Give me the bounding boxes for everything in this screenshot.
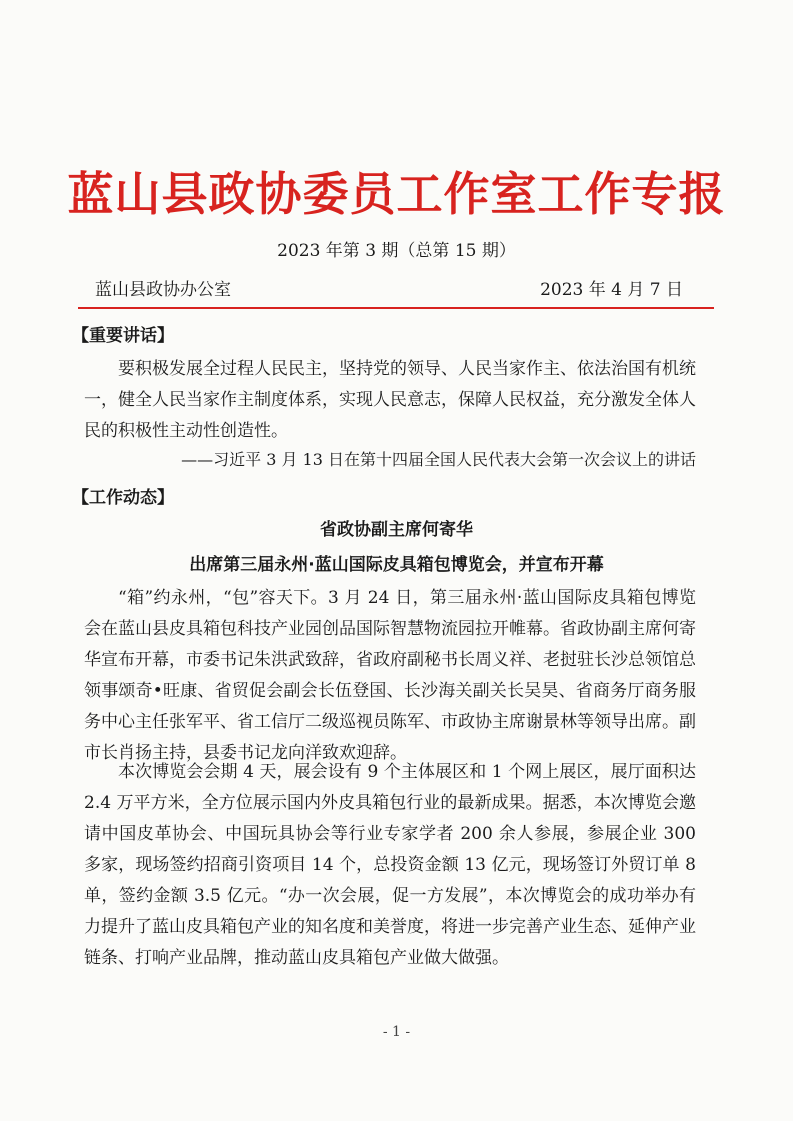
red-divider: [78, 307, 714, 309]
issuing-office: 蓝山县政协办公室: [95, 280, 231, 300]
page-number: - 1 -: [382, 1024, 411, 1040]
speech-paragraph: 要积极发展全过程人民民主，坚持党的领导、人民当家作主、依法治国有机统一，健全人民当家作主制度体系，实现人民意志，保障人民权益，充分激发全体人民的积极性主动性创造性。: [84, 359, 696, 441]
issue-number: 2023 年第 3 期（总第 15 期）: [277, 241, 516, 261]
news-headline-line2: 出席第三届永州·蓝山国际皮具箱包博览会，并宣布开幕: [189, 555, 604, 575]
news-headline-line1: 省政协副主席何寄华: [320, 520, 473, 540]
section-heading-speech: 【重要讲话】: [72, 326, 174, 346]
speech-source: ——习近平 3 月 13 日在第十四届全国人民代表大会第一次会议上的讲话: [181, 450, 696, 469]
masthead-title: 蓝山县政协委员工作室工作专报: [67, 167, 726, 221]
section-heading-news: 【工作动态】: [72, 488, 174, 508]
issue-date: 2023 年 4 月 7 日: [540, 280, 683, 300]
news-paragraph-2: 本次博览会会期 4 天，展会设有 9 个主体展区和 1 个网上展区，展厅面积达 2.4 万平方米，全方位展示国内外皮具箱包行业的最新成果。据悉，本次博览会邀请中国皮革协会、中国玩具协会等行业专家学者 200 余人参展，参展企业 300 多家，现场签约招商引资项目 14 个，总投资金额 13 亿元，现场签订外贸订单 8 单，签约金额 3.5 亿元。“办一次会展，促一方发展”，本次博览会的成功举办有力提升了蓝山皮具箱包产业的知名度和美誉度，将进一步完善产业生态、延伸产业链条、打响产业品牌，推动蓝山皮具箱包产业做大做强。: [84, 762, 696, 968]
news-paragraph-1: “箱”约永州，“包”容天下。3 月 24 日，第三届永州·蓝山国际皮具箱包博览会在蓝山县皮具箱包科技产业园创品国际智慧物流园拉开帷幕。省政协副主席何寄华宣布开幕，市委书记朱洪武致辞，省政府副秘书长周义祥、老挝驻长沙总领馆总领事颂奇•旺康、省贸促会副会长伍登国、长沙海关副关长吴昊、省商务厅商务服务中心主任张军平、省工信厅二级巡视员陈军、市政协主席谢景林等领导出席。副市长肖扬主持，县委书记龙向洋致欢迎辞。: [84, 588, 696, 763]
